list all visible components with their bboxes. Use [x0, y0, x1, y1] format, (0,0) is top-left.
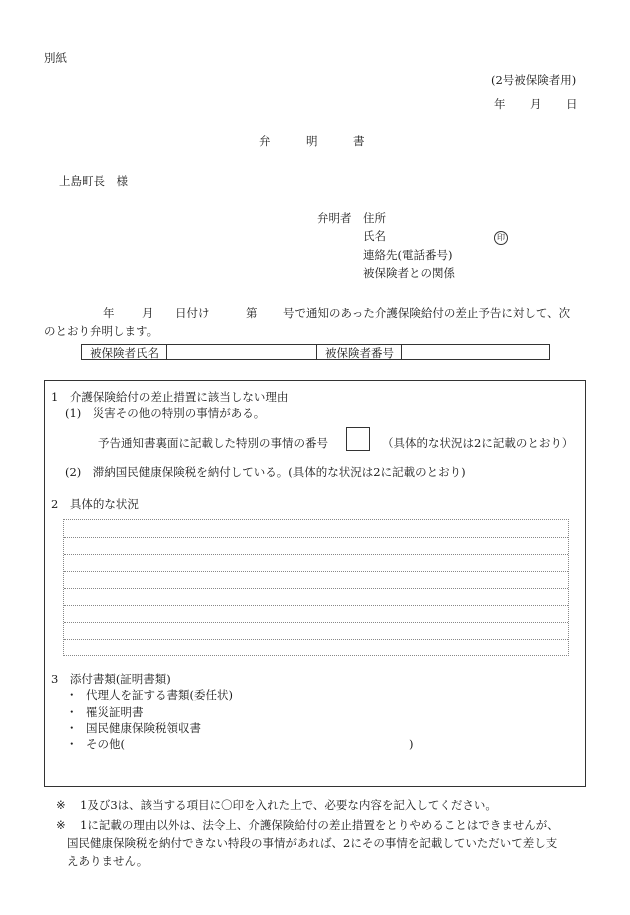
note2-line3: えありません。 — [67, 854, 149, 868]
circumstances-text-area[interactable] — [63, 519, 569, 656]
writing-line — [64, 639, 568, 640]
note2-line1: 1に記載の理由以外は、法令上、介護保険給付の差止措置をとりやめることはできませんが、 — [80, 818, 559, 832]
note1: 1及び3は、該当する項目に〇印を入れた上で、必要な内容を記入してください。 — [80, 798, 497, 812]
date-year-label: 年 — [494, 97, 506, 111]
writing-line — [64, 622, 568, 623]
attachment-label: 別紙 — [44, 51, 67, 65]
attachment-other-close: ) — [409, 737, 414, 751]
note-mark: ※ — [56, 818, 66, 832]
title-char-2: 明 — [306, 134, 318, 148]
attachment-item: 代理人を証する書類(委任状) — [86, 688, 233, 702]
insured-name-label: 被保険者氏名 — [81, 344, 167, 360]
declarant-address-label: 住所 — [363, 211, 386, 225]
intro-dated: 日付け — [175, 306, 210, 320]
section1-item2: (2) 滞納国民健康保険税を納付している。(具体的な状況は2に記載のとおり) — [65, 465, 466, 479]
writing-line — [64, 588, 568, 589]
declarant-contact-label: 連絡先(電話番号) — [363, 248, 453, 262]
bullet-icon: ・ — [66, 705, 78, 719]
insured-name-field[interactable] — [166, 344, 317, 360]
intro-line2: のとおり弁明します。 — [44, 324, 159, 338]
attachment-item: 罹災証明書 — [86, 705, 144, 719]
writing-line — [64, 554, 568, 555]
bullet-icon: ・ — [66, 721, 78, 735]
section3-heading: 3 添付書類(証明書類) — [51, 672, 171, 686]
seal-mark: 印 — [494, 229, 508, 245]
special-circumstance-number-box[interactable] — [346, 427, 370, 451]
writing-line — [64, 605, 568, 606]
section1-item1-detail: 予告通知書裏面に記載した特別の事情の番号 — [98, 436, 328, 450]
declarant-label: 弁明者 — [317, 211, 352, 225]
writing-line — [64, 571, 568, 572]
title-char-1: 弁 — [259, 134, 271, 148]
intro-month: 月 — [142, 306, 154, 320]
note2-line2: 国民健康保険税を納付できない特段の事情があれば、2にその事情を記載していただいて差し支 — [67, 836, 558, 850]
attachment-item-other: その他( — [86, 737, 125, 751]
writing-line — [64, 537, 568, 538]
attachment-item: 国民健康保険税領収書 — [86, 721, 201, 735]
section1-item1: (1) 災害その他の特別の事情がある。 — [65, 406, 266, 420]
intro-year: 年 — [103, 306, 115, 320]
note-mark: ※ — [56, 798, 66, 812]
addressee: 上島町長 様 — [59, 174, 128, 188]
intro-no: 第 — [246, 306, 258, 320]
section1-item1-note: （具体的な状況は2に記載のとおり） — [382, 436, 574, 450]
declarant-relation-label: 被保険者との関係 — [363, 266, 455, 280]
section1-heading: 1 介護保険給付の差止措置に該当しない理由 — [51, 390, 289, 404]
date-month-label: 月 — [530, 97, 542, 111]
declarant-name-label: 氏名 — [363, 229, 386, 243]
form-type-label: (2号被保険者用) — [491, 73, 577, 87]
insured-number-field[interactable] — [401, 344, 550, 360]
section2-heading: 2 具体的な状況 — [51, 497, 139, 511]
title-char-3: 書 — [353, 134, 365, 148]
insured-number-label: 被保険者番号 — [316, 344, 402, 360]
bullet-icon: ・ — [66, 688, 78, 702]
bullet-icon: ・ — [66, 737, 78, 751]
date-day-label: 日 — [566, 97, 578, 111]
intro-line1-rest: 号で通知のあった介護保険給付の差止予告に対して、次 — [283, 306, 571, 320]
